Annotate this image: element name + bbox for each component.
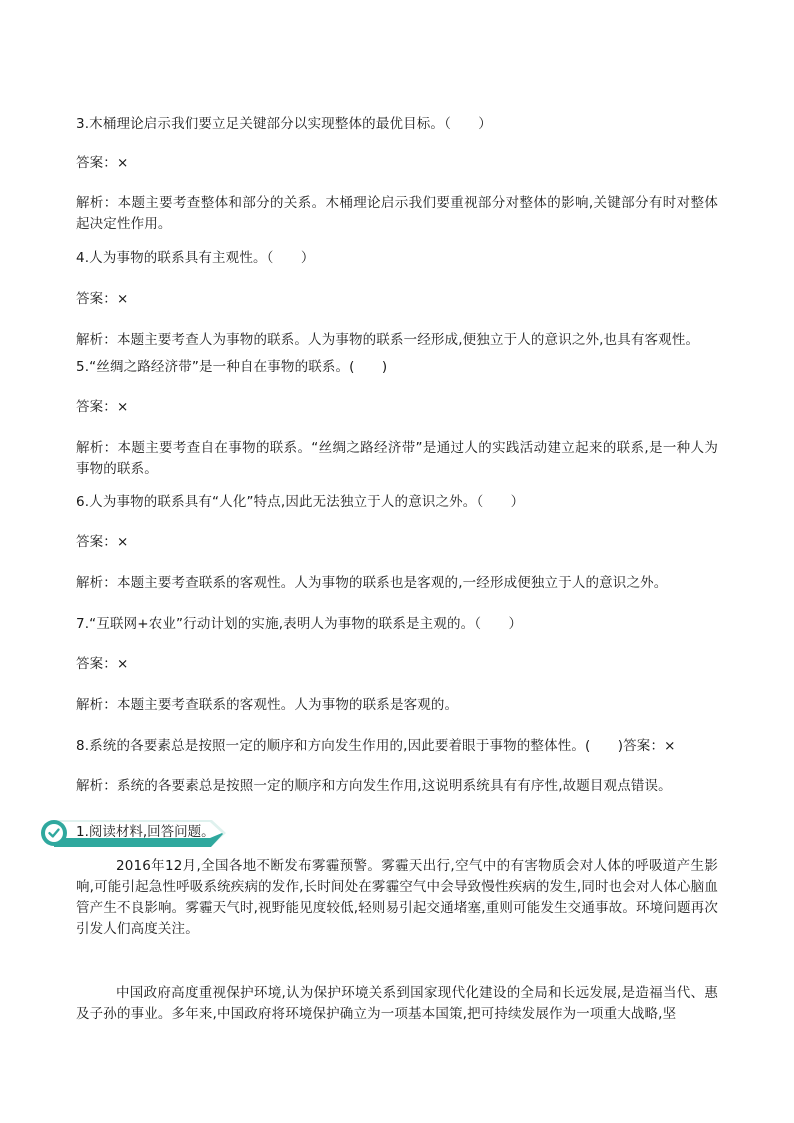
analysis-8: 解析：系统的各要素总是按照一定的顺序和方向发生作用,这说明系统具有有序性,故题目观点错误。 [76,778,672,794]
section-label: 1.阅读材料,回答问题。 [76,824,215,840]
material-paragraph-2: 中国政府高度重视保护环境,认为保护环境关系到国家现代化建设的全局和长远发展,是造福当代、惠及子孙的事业。多年来,中国政府将环境保护确立为一项基本国策,把可持续发展作为一项重大战略,坚 [76,985,718,1022]
analysis-6: 解析：本题主要考查联系的客观性。人为事物的联系也是客观的,一经形成便独立于人的意识之外。 [76,575,668,591]
question-7: 7.“互联网+农业”行动计划的实施,表明人为事物的联系是主观的。（ ） [76,616,523,632]
question-4: 4.人为事物的联系具有主观性。（ ） [76,250,315,266]
question-3: 3.木桶理论启示我们要立足关键部分以实现整体的最优目标。（ ） [76,116,492,132]
answer-6: 答案：× [76,534,129,550]
analysis-7: 解析：本题主要考查联系的客观性。人为事物的联系是客观的。 [76,697,459,713]
answer-7: 答案：× [76,656,129,672]
material-paragraph-1: 2016年12月,全国各地不断发布雾霾预警。雾霾天出行,空气中的有害物质会对人体的呼吸道产生影响,可能引起急性呼吸系统疾病的发作,长时间处在雾霾空气中会导致慢性疾病的发生,同时也会对人体心脑血管产生不良影响。雾霾天气时,视野能见度较低,轻则易引起交通堵塞,重则可能发生交通事故。环境问题再次引发人们高度关注。 [76,858,718,937]
answer-4: 答案：× [76,291,129,307]
question-6: 6.人为事物的联系具有“人化”特点,因此无法独立于人的意识之外。（ ） [76,494,525,510]
analysis-3: 解析：本题主要考查整体和部分的关系。木桶理论启示我们要重视部分对整体的影响,关键部分有时对整体起决定性作用。 [76,195,718,232]
analysis-5: 解析：本题主要考查自在事物的联系。“丝绸之路经济带”是通过人的实践活动建立起来的联系,是一种人为事物的联系。 [76,440,718,477]
analysis-4: 解析：本题主要考查人为事物的联系。人为事物的联系一经形成,便独立于人的意识之外,也具有客观性。 [76,332,700,348]
answer-3: 答案：× [76,155,129,171]
question-8: 8.系统的各要素总是按照一定的顺序和方向发生作用的,因此要着眼于事物的整体性。( )答案：× [76,738,676,754]
answer-5: 答案：× [76,399,129,415]
question-5: 5.“丝绸之路经济带”是一种自在事物的联系。( ) [76,359,388,375]
section-ribbon [40,816,228,850]
